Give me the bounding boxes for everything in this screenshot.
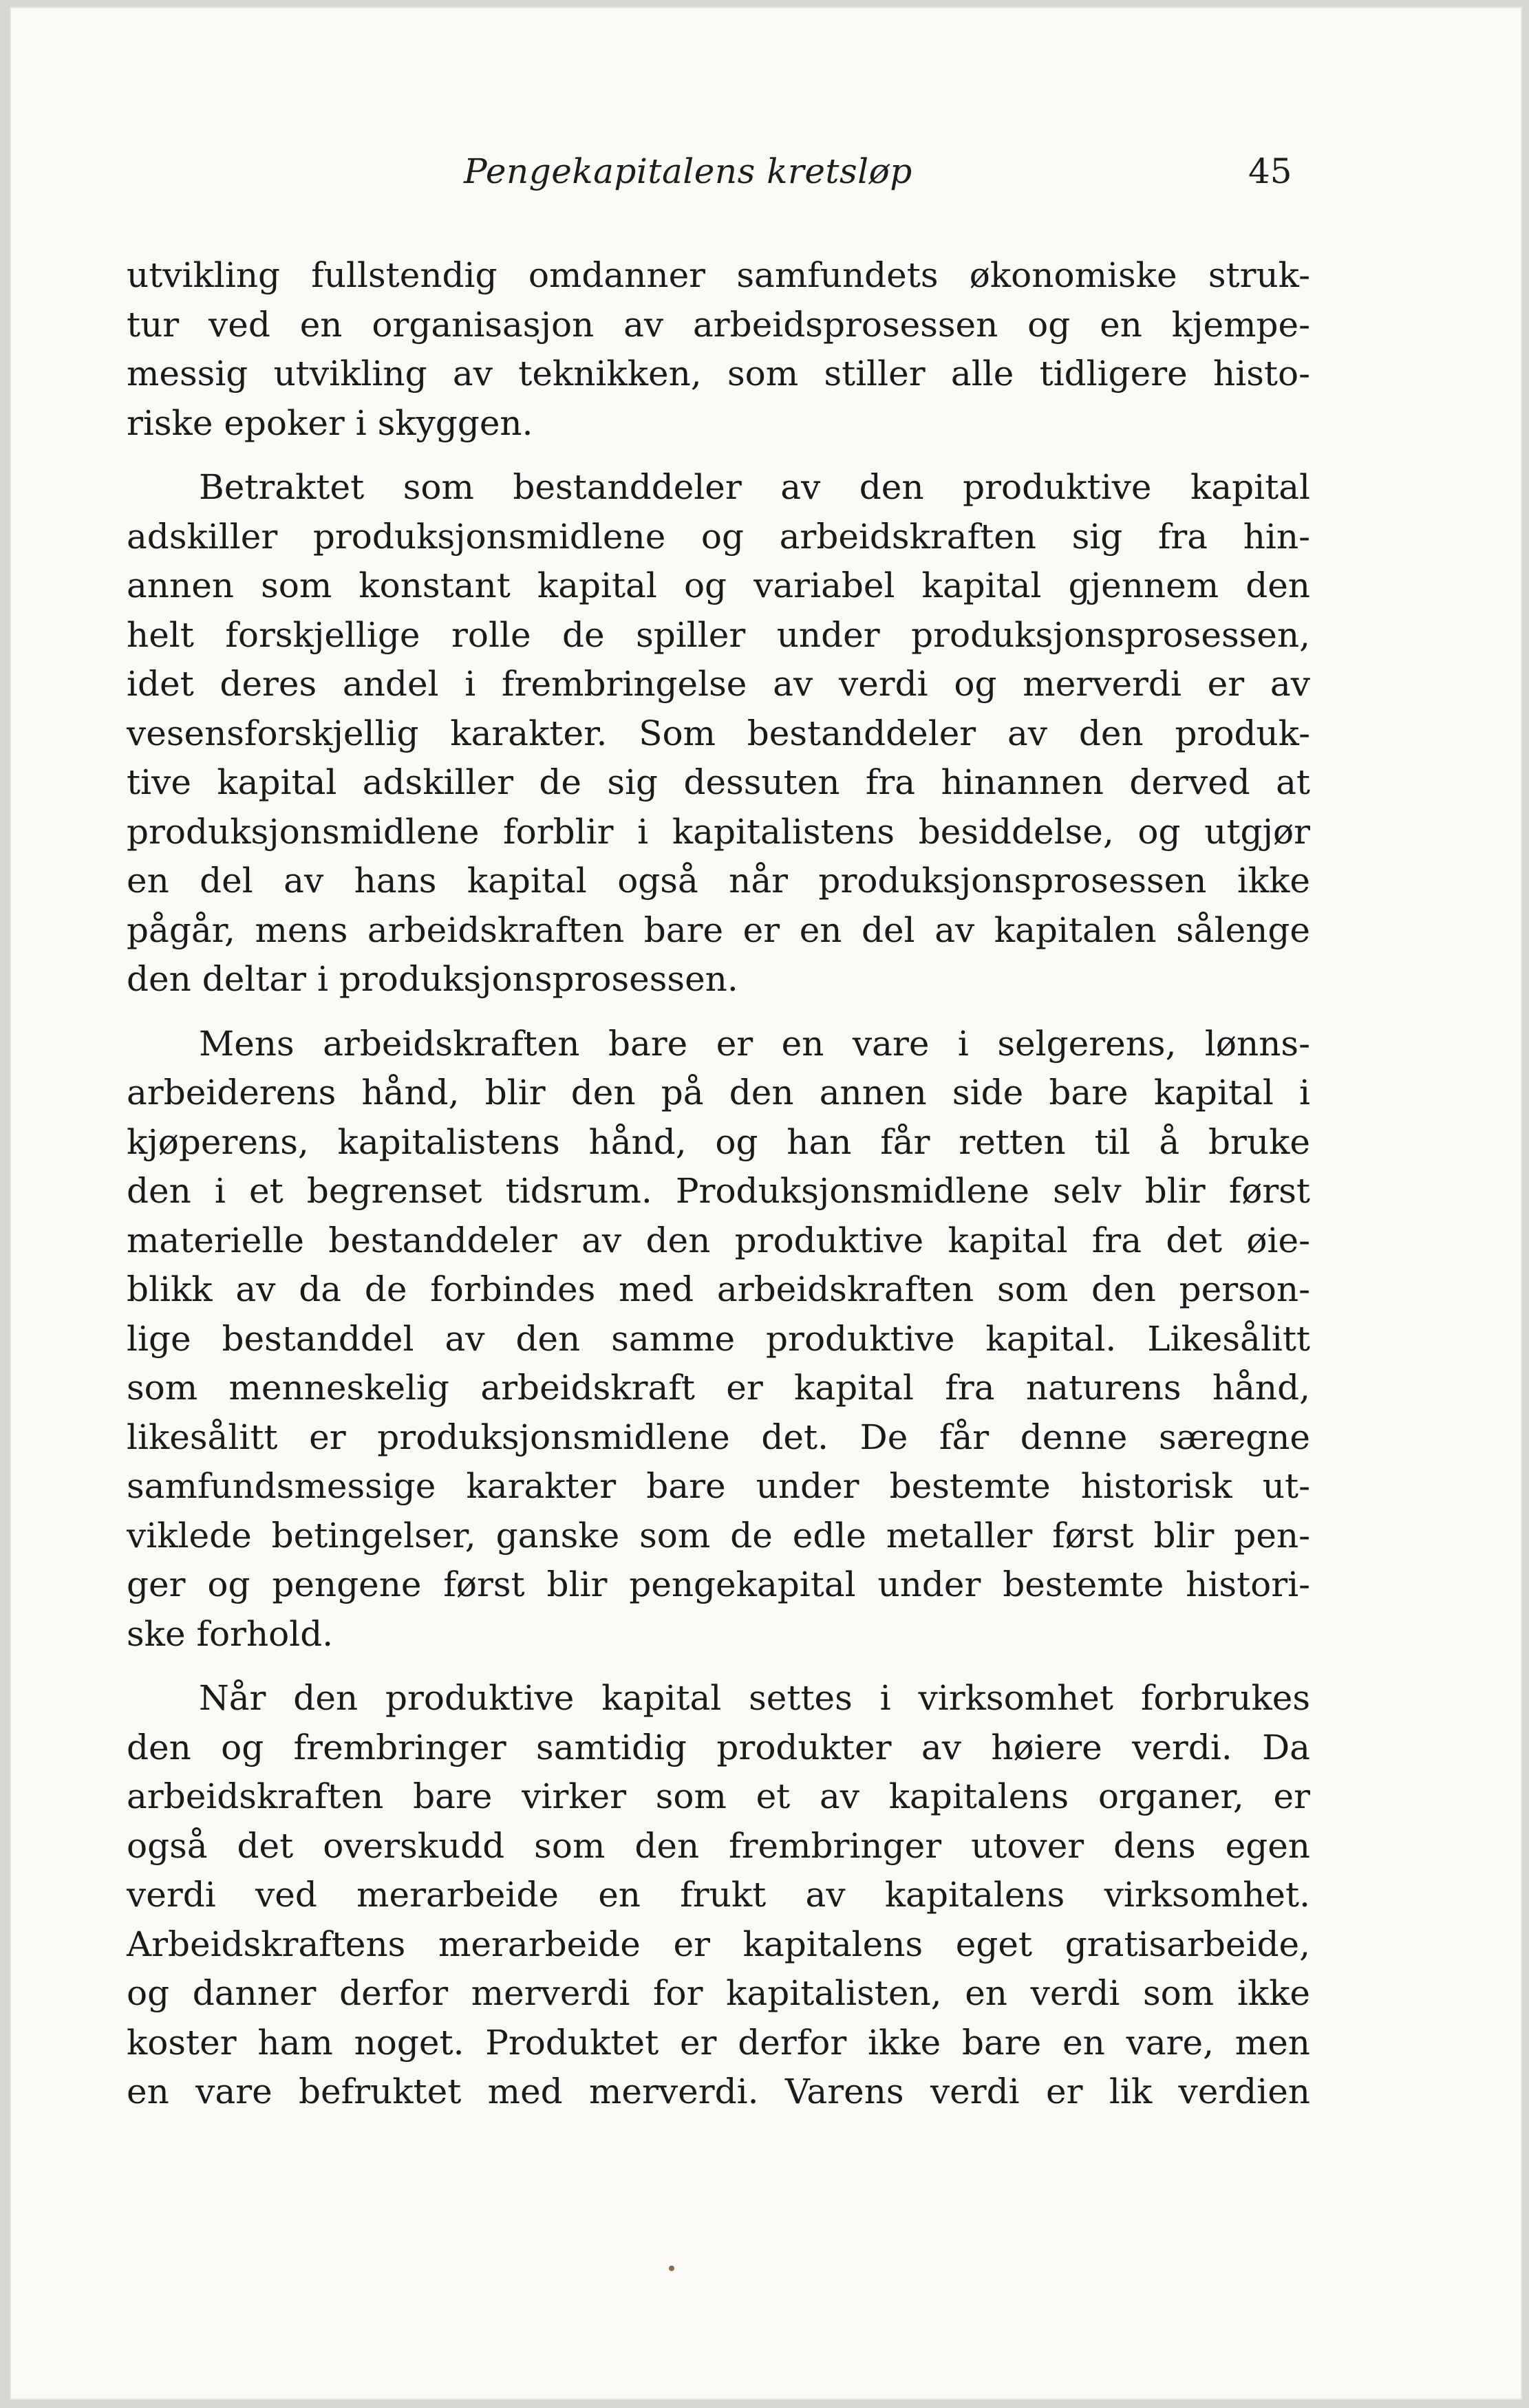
text-line: blikk av da de forbindes med arbeidskraften som den person-: [127, 1269, 1310, 1309]
text-line: materielle bestanddeler av den produktive kapital fra det øie-: [127, 1220, 1310, 1260]
text-line: Mens arbeidskraften bare er en vare i selgerens, lønns-: [199, 1023, 1310, 1064]
text-line: en del av hans kapital også når produksjonsprosessen ikke: [127, 861, 1310, 901]
text-line: messig utvikling av teknikken, som stiller alle tidligere histo-: [127, 354, 1310, 394]
body-text: [127, 251, 1310, 2132]
text-line: som menneskelig arbeidskraft er kapital fra naturens hånd,: [127, 1368, 1310, 1408]
text-line: Betraktet som bestanddeler av den produktive kapital: [199, 467, 1310, 507]
text-line: lige bestanddel av den samme produktive kapital. Likesålitt: [127, 1318, 1310, 1359]
text-line: tur ved en organisasjon av arbeidsprosessen og en kjempe-: [127, 304, 1310, 345]
text-line: verdi ved merarbeide en frukt av kapitalens virksomhet.: [127, 1875, 1310, 1915]
text-line: en vare befruktet med merverdi. Varens verdi er lik verdien: [127, 2072, 1310, 2111]
paragraph-3: [127, 1020, 1310, 1659]
text-line: den og frembringer samtidig produkter av høiere verdi. Da: [127, 1727, 1310, 1767]
text-line: utvikling fullstendig omdanner samfundets økonomiske struk-: [127, 255, 1310, 295]
paragraph-2: [127, 463, 1310, 1004]
text-line: også det overskudd som den frembringer utover dens egen: [127, 1825, 1310, 1866]
text-line: samfundsmessige karakter bare under bestemte historisk ut-: [127, 1466, 1310, 1506]
text-line: arbeidskraften bare virker som et av kapitalens organer, er: [127, 1776, 1310, 1816]
text-line: Når den produktive kapital settes i virksomhet forbrukes: [199, 1678, 1310, 1718]
text-line: den deltar i produksjonsprosessen.: [127, 959, 738, 999]
text-line: helt forskjellige rolle de spiller under produksjonsprosessen,: [127, 614, 1310, 655]
page-number: 45: [1248, 151, 1292, 191]
paper-speck-mark: [669, 2266, 674, 2271]
text-line: og danner derfor merverdi for kapitalisten, en verdi som ikke: [127, 1973, 1310, 2013]
text-line: adskiller produksjonsmidlene og arbeidskraften sig fra hin-: [127, 516, 1310, 557]
running-head: Pengekapitalens kretsløp: [464, 151, 912, 191]
text-line: annen som konstant kapital og variabel kapital gjennem den: [127, 566, 1310, 605]
book-page: [10, 7, 1522, 2400]
text-line: viklede betingelser, ganske som de edle metaller først blir pen-: [127, 1515, 1310, 1556]
text-line: tive kapital adskiller de sig dessuten fra hinannen derved at: [127, 762, 1310, 802]
paragraph-4: [127, 1674, 1310, 2117]
page-header: [10, 151, 1522, 206]
text-line: riske epoker i skyggen.: [127, 402, 533, 443]
paragraph-1: [127, 251, 1310, 448]
text-line: ske forhold.: [127, 1613, 334, 1654]
text-line: arbeiderens hånd, blir den på den annen side bare kapital i: [127, 1073, 1310, 1112]
text-line: idet deres andel i frembringelse av verdi og merverdi er av: [127, 664, 1310, 704]
text-line: kjøperens, kapitalistens hånd, og han får retten til å bruke: [127, 1121, 1310, 1162]
text-line: den i et begrenset tidsrum. Produksjonsmidlene selv blir først: [127, 1171, 1310, 1211]
text-line: pågår, mens arbeidskraften bare er en del av kapitalen sålenge: [127, 910, 1310, 950]
text-line: likesålitt er produksjonsmidlene det. De får denne særegne: [127, 1417, 1310, 1457]
text-line: koster ham noget. Produktet er derfor ikke bare en vare, men: [127, 2022, 1310, 2063]
text-line: vesensforskjellig karakter. Som bestanddeler av den produk-: [127, 713, 1310, 753]
text-line: Arbeidskraftens merarbeide er kapitalens eget gratisarbeide,: [127, 1924, 1310, 1964]
text-line: ger og pengene først blir pengekapital under bestemte histori-: [127, 1565, 1310, 1604]
text-line: produksjonsmidlene forblir i kapitalistens besiddelse, og utgjør: [127, 811, 1310, 852]
